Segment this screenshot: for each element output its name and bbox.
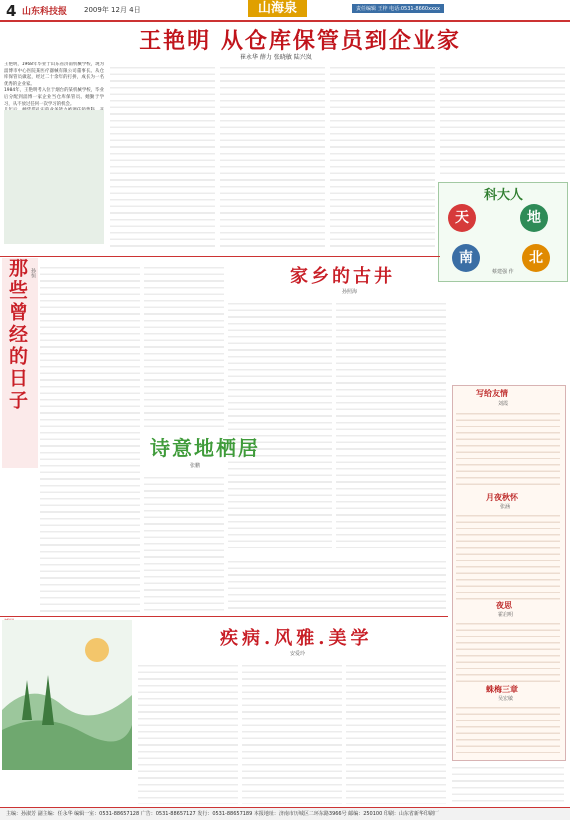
editor-info: 责任编辑 王梓 电话:0531-8660xxxx — [352, 4, 444, 13]
issue-date: 2009年 12月 4日 — [84, 6, 141, 14]
poetry-dwelling-author: 张鹏 — [190, 463, 201, 469]
poem-lines — [456, 510, 560, 600]
science-box-caption: 蔡建强 作 — [492, 269, 514, 275]
section-divider — [0, 616, 448, 617]
hometown-title: 家乡的古井 — [290, 266, 395, 287]
footer: 主编：孙淑芳 副主编：任永华 编辑一室：0531-88657128 广告：0531-88657127 发行：0531-88657189 本报地址：济南市历城区二环东路3966号 邮编：250100 印刷：山东省新华印刷厂 — [0, 807, 570, 820]
poem-lines — [456, 408, 560, 488]
char-circle: 地 — [520, 204, 548, 232]
section-title: 山海泉 — [248, 0, 307, 17]
poem-author: 张涵 — [500, 504, 511, 510]
science-box-title: 科大人 — [484, 188, 524, 203]
sidebar-text — [40, 262, 140, 612]
sidebar-poem-author: 孙恒 — [30, 268, 36, 278]
lead-column-2 — [110, 62, 215, 252]
page-number: 4 — [6, 2, 17, 20]
disease-title: 疾病.风雅.美学 — [220, 628, 373, 649]
lead-column-3 — [220, 62, 325, 252]
poem-title: 月夜秋怀 — [486, 493, 518, 502]
poetry-dwelling-title: 诗意地栖居 — [150, 436, 260, 460]
poetry-dwelling-col1 — [144, 472, 224, 612]
paper-name: 山东科技报 — [22, 7, 68, 17]
char-circle: 南 — [452, 244, 480, 272]
section-divider — [0, 256, 440, 257]
poem-title: 蛛梅三章 — [486, 685, 518, 694]
sidebar-poem-title: 那些曾经的日子 — [6, 258, 28, 412]
headline-byline: 崔永华 薛力 张晓敏 陆兴岚 — [240, 54, 312, 61]
lead-paragraph: 王艳明，1968年毕业于山东省济南机械学校，现为淄博市中心医院某医疗器械有限公司董事长。从仓库保管员做起，经过二十余年的打拼，成长为一名优秀的企业家。 — [4, 62, 104, 87]
disease-column-1 — [138, 660, 238, 804]
headline: 王艳明 从仓库保管员到企业家 — [139, 28, 461, 54]
hometown-author: 孙照海 — [342, 289, 358, 295]
disease-column-4 — [452, 762, 564, 804]
photo-placeholder — [4, 110, 104, 244]
landscape-illustration — [2, 620, 132, 770]
poem-title: 写给友情 — [476, 389, 508, 398]
hometown-column-1 — [228, 298, 332, 548]
char-circle: 天 — [448, 204, 476, 232]
poem-lines — [456, 702, 560, 756]
disease-column-2 — [242, 660, 342, 804]
lead-column-5 — [440, 62, 565, 178]
lead-paragraph: 1984年，王艳明考入位于烟台的某机械学校，毕业后分配到淄博一家企业当仓库保管员。她勤于学习，从不放过任何一次学习的机会。 — [4, 88, 104, 107]
poem-author: 吴宏敏 — [498, 696, 514, 702]
char-circle: 北 — [522, 244, 550, 272]
poem-title: 夜思 — [496, 601, 512, 610]
sidebar-text-col2 — [144, 262, 224, 432]
disease-column-3 — [346, 660, 446, 804]
poem-author: 霍启明 — [498, 612, 514, 618]
poetry-dwelling-col2 — [228, 556, 446, 612]
poem-lines — [456, 618, 560, 682]
hometown-column-2 — [336, 298, 446, 548]
masthead-divider — [0, 20, 570, 22]
disease-author: 安爱玲 — [290, 651, 306, 657]
lead-column-4 — [330, 62, 435, 252]
poem-author: 刘霞 — [498, 401, 509, 407]
